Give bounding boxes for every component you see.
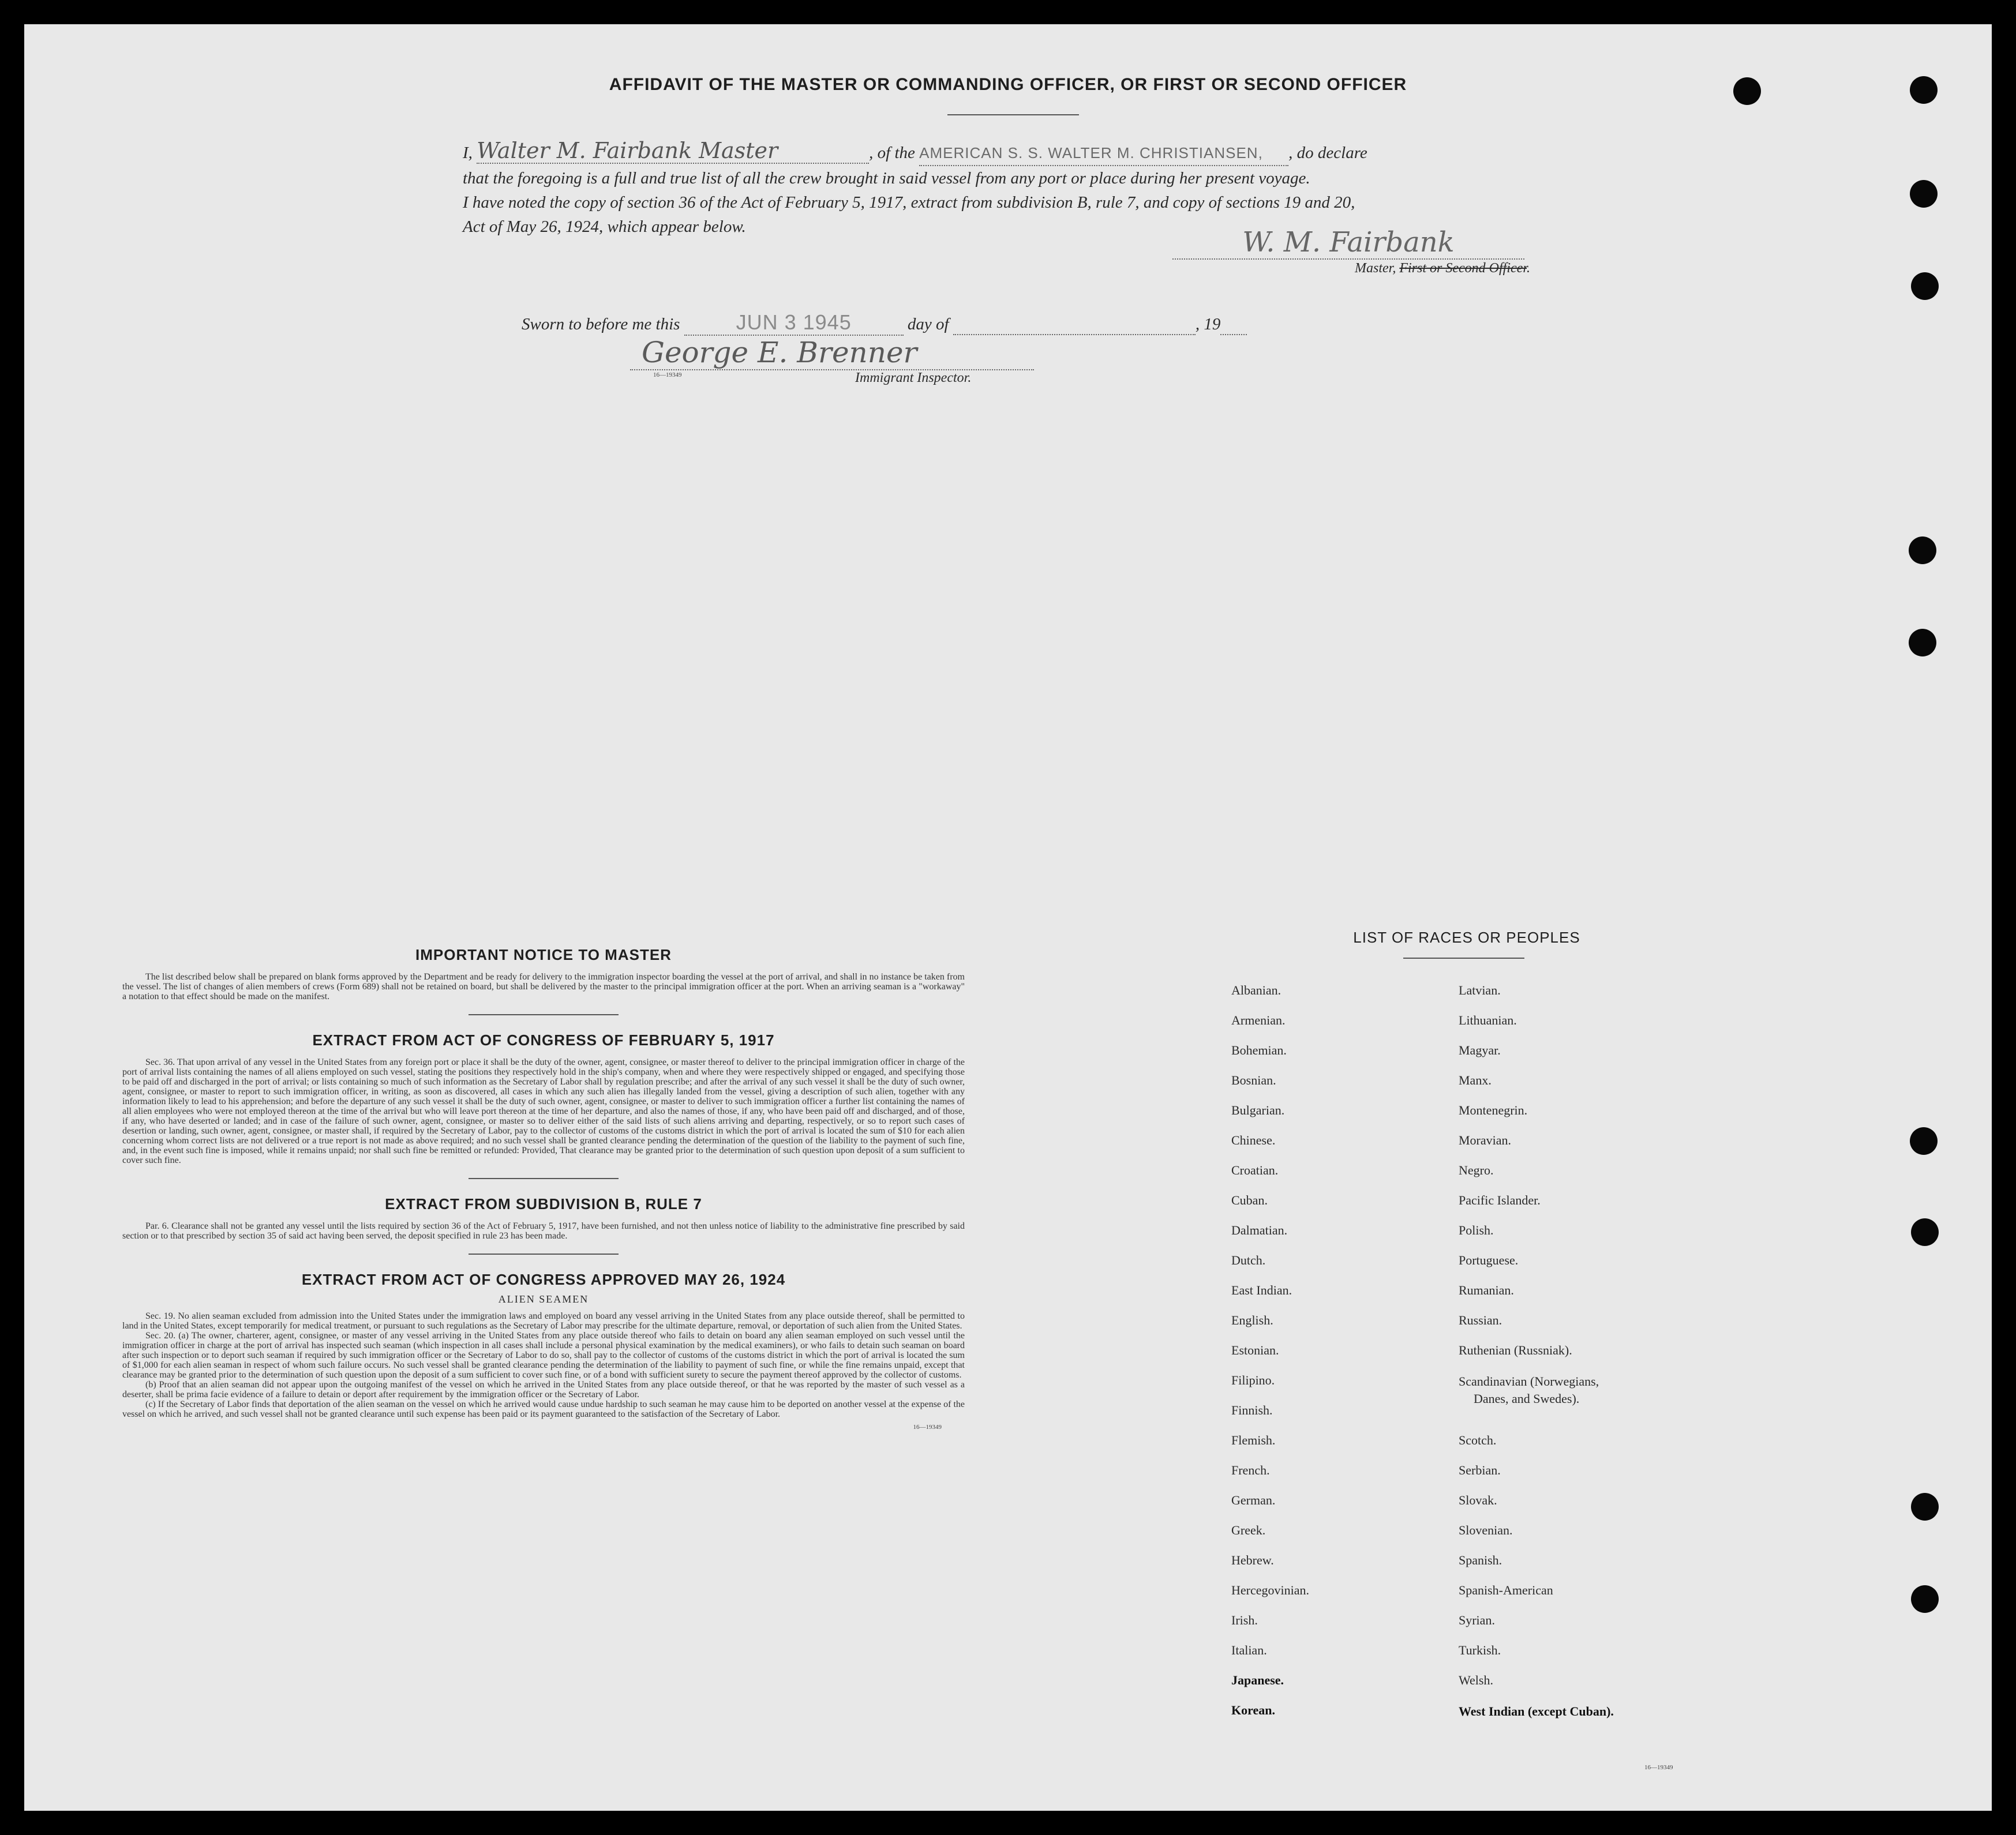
race-item: Magyar.: [1459, 1043, 1501, 1057]
declaration-line-1: [463, 138, 1576, 166]
race-item: French.: [1231, 1463, 1270, 1477]
race-item: Bosnian.: [1231, 1073, 1276, 1087]
master-caption: [1172, 261, 1530, 276]
race-item: Spanish.: [1459, 1553, 1502, 1567]
affidavit-title: AFFIDAVIT OF THE MASTER OR COMMANDING OFFICER, OR FIRST OR SECOND OFFICER: [609, 75, 1407, 94]
binder-hole: [1910, 180, 1938, 208]
form-number-notice: 16—19349: [913, 1424, 942, 1431]
race-item: Hebrew.: [1231, 1553, 1274, 1567]
binder-hole: [1909, 536, 1936, 564]
race-item: Irish.: [1231, 1613, 1258, 1627]
races-title-divider: [1403, 958, 1524, 959]
declaration-line-3: I have noted the copy of section 36 of the Act of February 5, 1917, extract from subdivision B, rule 7, and copy of sections 19 and 20,: [463, 193, 1355, 212]
inspector-caption-row: [630, 370, 1034, 388]
form-number-top: 16—19349: [653, 371, 682, 378]
master-signature-block: [1172, 226, 1530, 276]
vessel-name-stamp: AMERICAN S. S. WALTER M. CHRISTIANSEN,: [919, 141, 1288, 166]
race-item: West Indian (except Cuban).: [1459, 1704, 1614, 1718]
extract3-subtitle: ALIEN SEAMEN: [498, 1293, 589, 1305]
binder-hole: [1911, 1218, 1939, 1246]
year-prefix-label: , 19: [1195, 315, 1221, 333]
binder-hole: [1910, 1127, 1938, 1155]
sworn-label: Sworn to before me this: [522, 315, 680, 333]
race-item: Portuguese.: [1459, 1253, 1519, 1267]
sec20c-body: (c) If the Secretary of Labor finds that deportation of the alien seaman on the vessel on which he arrived would cause undue hardship to such seaman he may cause him to be deported on another vessel at the expense of the vessel on which he arrived, and such vessel shall not be granted clearance until such expense has been paid or its payment guaranteed to the satisfaction of the Secretary of Labor.: [122, 1399, 965, 1419]
race-item: Scotch.: [1459, 1433, 1497, 1447]
race-item: Latvian.: [1459, 983, 1501, 997]
binder-hole: [1911, 1585, 1939, 1613]
notice-body: The list described below shall be prepared on blank forms approved by the Department and be ready for delivery to the immigration inspector boarding the vessel at the port of arrival, and shall in no instance be taken from the vessel. The list of changes of alien members of crews (Form 689) shall not be retained on board, but shall be delivered by the master to the principal immigration officer at the port. When an arriving seaman is a "workaway" a notation to that effect should be made on the manifest.: [122, 972, 965, 1001]
race-item: Montenegrin.: [1459, 1103, 1528, 1117]
document-page: [24, 24, 1992, 1811]
race-item: Finnish.: [1231, 1403, 1273, 1417]
race-item: Serbian.: [1459, 1463, 1501, 1477]
master-caption-prefix: Master,: [1355, 261, 1400, 276]
race-item: Rumanian.: [1459, 1283, 1514, 1297]
race-item: Albanian.: [1231, 983, 1281, 997]
master-caption-struck: First or Second Officer: [1399, 261, 1527, 276]
race-item: Negro.: [1459, 1163, 1494, 1177]
extract2-title: EXTRACT FROM SUBDIVISION B, RULE 7: [385, 1195, 702, 1213]
race-item: Chinese.: [1231, 1133, 1276, 1147]
race-item: Lithuanian.: [1459, 1013, 1517, 1027]
race-item: Manx.: [1459, 1073, 1492, 1087]
sworn-date-stamp: JUN 3 1945: [684, 310, 904, 336]
extract1-title: EXTRACT FROM ACT OF CONGRESS OF FEBRUARY 5, 1917: [312, 1031, 775, 1049]
race-item: Spanish-American: [1459, 1583, 1553, 1597]
race-item: Flemish.: [1231, 1433, 1276, 1447]
race-item: Dutch.: [1231, 1253, 1266, 1267]
race-item: Armenian.: [1231, 1013, 1286, 1027]
race-item: Filipino.: [1231, 1373, 1275, 1387]
sec20b-body: (b) Proof that an alien seaman did not appear upon the outgoing manifest of the vessel on which he arrived in the United States from any place outside thereof, or that he was reported by the master of such vessel as a deserter, shall be prima facie evidence of a failure to detain or deport after requirement by the immigration officer or the Secretary of Labor.: [122, 1380, 965, 1399]
notice-section: [122, 946, 965, 1431]
race-item: Scandinavian (Norwegians,: [1459, 1374, 1599, 1389]
race-item: Korean.: [1231, 1703, 1275, 1717]
inspector-signature: George E. Brenner: [630, 336, 1034, 370]
race-item: Greek.: [1231, 1523, 1266, 1537]
race-item: Cuban.: [1231, 1193, 1268, 1207]
race-item: Moravian.: [1459, 1133, 1512, 1147]
master-signature: W. M. Fairbank: [1172, 226, 1524, 260]
race-item: Welsh.: [1459, 1673, 1493, 1687]
inspector-signature-block: [630, 336, 1034, 388]
of-the-label: , of the: [869, 144, 915, 162]
race-item: Slovak.: [1459, 1493, 1497, 1507]
form-number-races: 16—19349: [1644, 1764, 1673, 1771]
sec20a-body: Sec. 20. (a) The owner, charterer, agent, consignee, or master of any vessel arriving in the United States from any place outside thereof who fails to detain on board any alien seaman employed on such vessel until the immigration officer in charge at the port of arrival has inspected such seaman (which inspection in all cases shall include a personal physical examination by the medical examiners), or who fails to detain such seaman on board after such inspection or to deport such seaman if required by such immigration officer or the Secretary of Labor to do so, shall pay to the collector of customs of the customs district in which the port of arrival is located the sum of $1,000 for each alien seaman in respect of whom such failure occurs. No such vessel shall be granted clearance pending the determination of the liability to payment of such fine, or while the fine remains unpaid, except that clearance may be granted prior to the determination of such question upon the deposit of a sum sufficient to cover such fine, or of a bond with sufficient surety to secure the payment thereof approved by the collector of customs.: [122, 1331, 965, 1380]
race-item: Hercegovinian.: [1231, 1583, 1309, 1597]
sec19-body: Sec. 19. No alien seaman excluded from admission into the United States under the immigration laws and employed on board any vessel arriving in the United States from any place outside thereof, shall be permitted to land in the United States, except temporarily for medical treatment, or pursuant to such regulations as the Secretary of Labor may prescribe for the ultimate departure, removal, or deportation of such alien from the United States.: [122, 1311, 965, 1331]
section-divider: [469, 1014, 619, 1015]
do-declare-label: , do declare: [1288, 144, 1367, 162]
race-item: Ruthenian (Russniak).: [1459, 1343, 1572, 1357]
declaration-prefix: I,: [463, 144, 473, 162]
sworn-line: [522, 310, 1247, 336]
notice-title: IMPORTANT NOTICE TO MASTER: [415, 946, 672, 963]
race-item: Russian.: [1459, 1313, 1502, 1327]
races-title: LIST OF RACES OR PEOPLES: [1353, 929, 1580, 946]
day-of-label: day of: [907, 315, 949, 333]
race-item: Italian.: [1231, 1643, 1267, 1657]
declaration-line-4: Act of May 26, 1924, which appear below.: [463, 217, 746, 236]
section-divider: [469, 1178, 619, 1179]
race-item: East Indian.: [1231, 1283, 1292, 1297]
binder-hole: [1909, 629, 1936, 656]
race-item: German.: [1231, 1493, 1276, 1507]
race-item: Japanese.: [1231, 1673, 1284, 1687]
title-divider: [947, 114, 1079, 115]
race-item: Syrian.: [1459, 1613, 1495, 1627]
inspector-caption: Immigrant Inspector.: [855, 370, 972, 385]
race-item: English.: [1231, 1313, 1273, 1327]
declaration-line-2: that the foregoing is a full and true list of all the crew brought in said vessel from any port or place during her present voyage.: [463, 169, 1310, 187]
race-scandinavian-continued: Danes, and Swedes).: [1474, 1391, 1580, 1406]
declaration-text: [463, 138, 1576, 239]
binder-hole: [1911, 1493, 1939, 1521]
sworn-month-field: [953, 315, 1196, 335]
master-caption-suffix: .: [1527, 261, 1530, 276]
extract2-body: Par. 6. Clearance shall not be granted any vessel until the lists required by section 36 of the Act of February 5, 1917, have been furnished, and not then unless notice of liability to the administrative fine prescribed by said section or to that prescribed by section 35 of said act having been served, the deposit specified in rule 23 has been made.: [122, 1221, 965, 1241]
race-item: Croatian.: [1231, 1163, 1279, 1177]
race-item: Turkish.: [1459, 1643, 1501, 1657]
extract3-title: EXTRACT FROM ACT OF CONGRESS APPROVED MAY 26, 1924: [301, 1271, 786, 1288]
binder-hole: [1911, 272, 1939, 300]
race-item: Bohemian.: [1231, 1043, 1287, 1057]
race-item: Slovenian.: [1459, 1523, 1513, 1537]
race-item: Dalmatian.: [1231, 1223, 1288, 1237]
section-divider: [469, 1254, 619, 1255]
extract1-body: Sec. 36. That upon arrival of any vessel in the United States from any foreign port or place it shall be the duty of the owner, agent, consignee, or master thereof to deliver to the principal immigration officer in charge of the port of arrival lists containing the names of all aliens employed on such vessel, stating the positions they respectively hold in the ship's company, when and where they were respectively shipped or engaged, and specifying those to be paid off and discharged in the port of arrival; or lists containing so much of such information as the Secretary of Labor shall by regulation prescribe; and after the arrival of any such vessel it shall be the duty of such owner, agent, consignee, or master to report to such immigration officer, in writing, as soon as discovered, all cases in which any such alien has illegally landed from the vessel, giving a description of such alien, together with any information likely to lead to his apprehension; and before the departure of any such vessel it shall be the duty of such owner, agent, consignee, or master to deliver to such immigration officer a further list containing the names of all alien employees who were not employed thereon at the time of the arrival but who will leave port thereon at the time of her departure, and also the names of those, if any, who have been paid off and discharged, and of those, if any, who have deserted or landed; and in case of the failure of such owner, agent, consignee, or master so to deliver either of the said lists of such aliens arriving and departing, respectively, or so to report such cases of desertion or landing, such owner, agent, consignee, or master shall, if required by the Secretary of Labor, pay to the collector of customs of the customs district in which the port of arrival is located the sum of $10 for each alien concerning whom correct lists are not delivered or a true report is not made as above required; and no such vessel shall be granted clearance pending the determination of the question of the liability to the payment of such fine, and, in the event such fine is imposed, while it remains unpaid; nor shall such fine be remitted or refunded: Provided, That clearance may be granted prior to the determination of such question upon deposit of a sum sufficient to cover such fine.: [122, 1057, 965, 1165]
master-name-handwritten: Walter M. Fairbank Master: [477, 138, 869, 164]
race-item: Bulgarian.: [1231, 1103, 1285, 1117]
race-item: Polish.: [1459, 1223, 1494, 1237]
race-item: Pacific Islander.: [1459, 1193, 1541, 1207]
sworn-year-field: [1220, 315, 1247, 335]
race-item: Estonian.: [1231, 1343, 1279, 1357]
